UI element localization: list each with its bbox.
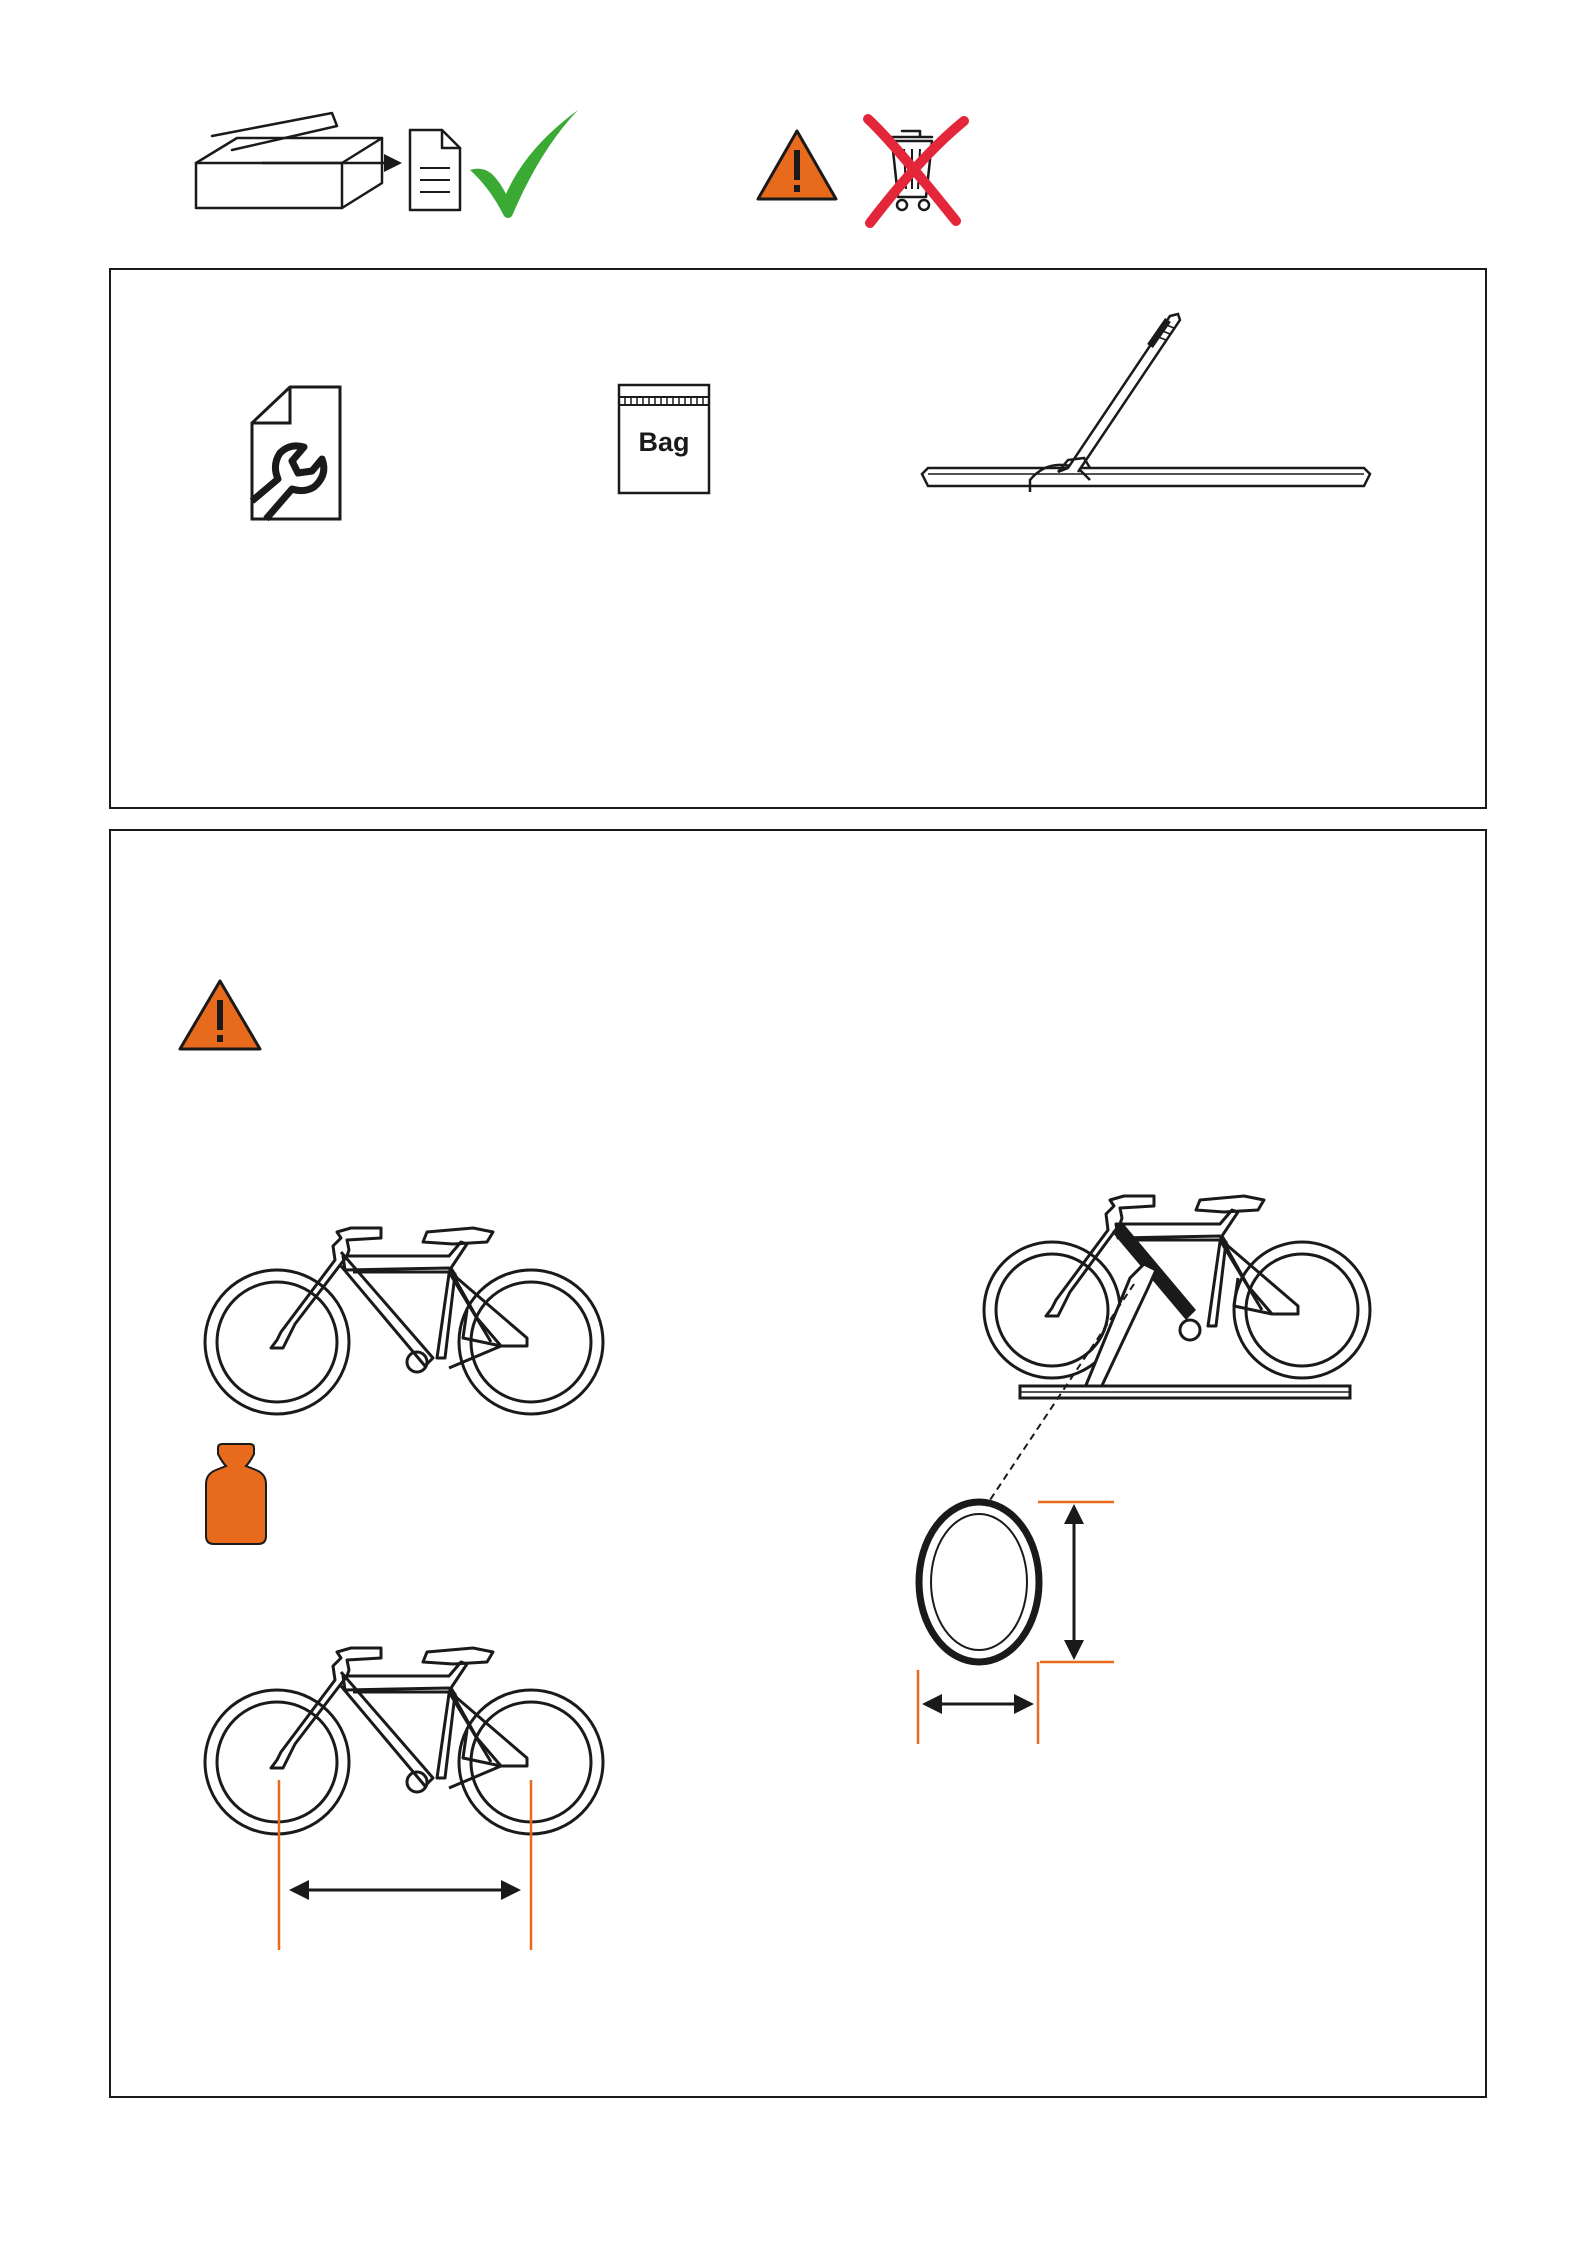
mounted-bicycle-icon [980,1160,1390,1410]
check-icon [468,108,583,220]
weight-icon [200,1440,272,1548]
box-to-document-icon [192,108,472,218]
bike-carrier-rail-icon [918,310,1374,495]
service-document-icon [248,383,344,523]
parts-bag-icon [617,383,711,495]
bag-label: Bag [638,427,690,457]
bicycle-icon [205,1190,605,1420]
no-bin-disposal-icon [862,115,967,227]
bicycle-wheelbase-icon [205,1610,605,1960]
frame-tube-profile-icon [900,1490,1140,1750]
warning-icon [755,128,839,202]
requirements-warning-icon [177,978,263,1052]
